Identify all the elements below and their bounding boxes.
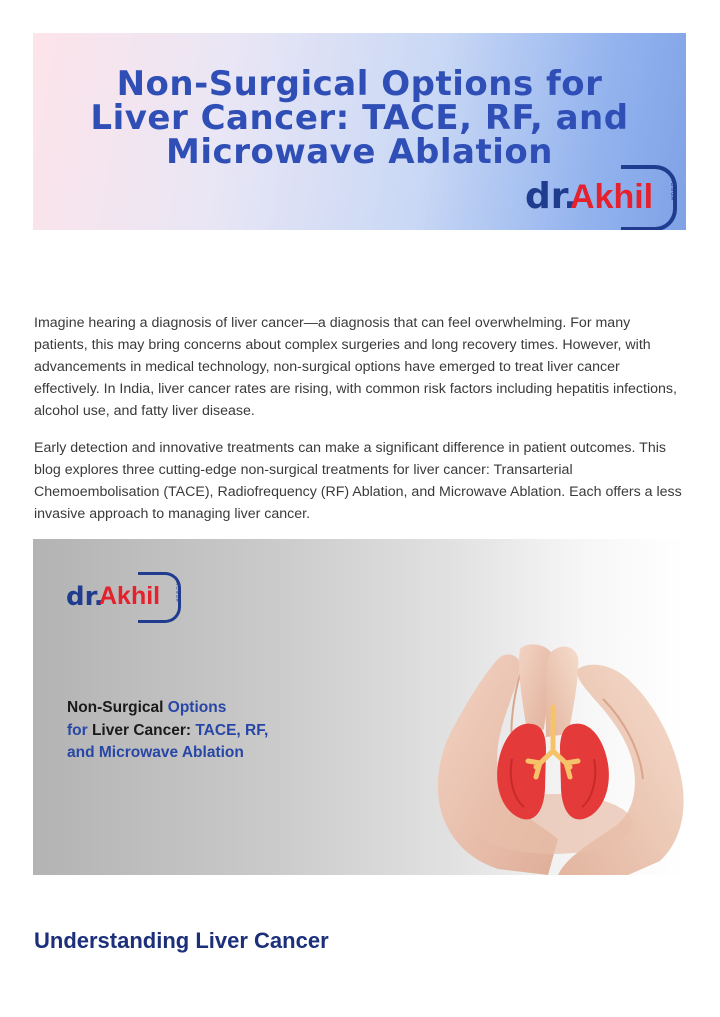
banner-title-line-2 (67, 720, 327, 743)
hero-title-line-2: Liver Cancer: TACE, RF, and (90, 98, 629, 138)
banner-title-highlight: TACE, RF, (195, 721, 269, 739)
hero-title (33, 64, 686, 172)
banner-logo-tag: MONGA (175, 582, 180, 603)
hero-title-line-1: Non-Surgical Options for (116, 64, 603, 104)
banner-logo-name: Akhil (99, 582, 161, 610)
banner-logo-prefix: dr. (66, 582, 104, 612)
article-feature-image (33, 539, 686, 875)
hands-holding-lungs-image (428, 639, 686, 875)
banner-title-line-3: and Microwave Ablation (67, 744, 244, 761)
logo-name: Akhil (570, 178, 654, 216)
banner-title (67, 697, 327, 765)
banner-title-line-1 (67, 697, 327, 720)
hero-logo (525, 165, 685, 229)
banner-title-highlight: for (67, 721, 92, 739)
intro-paragraph-1: Imagine hearing a diagnosis of liver cancer—a diagnosis that can feel overwhelming. For many patients, this may bring concerns about complex surgeries and long recovery times. However, with advancements in medical technology, non-surgical options have emerged to treat liver cancer effectively. In India, liver cancer rates are rising, with common risk factors including hepatitis infections, alcohol use, and fatty liver disease. (34, 315, 677, 419)
logo-tag: MONGA (669, 177, 675, 202)
banner-title-part: Liver Cancer: (91, 721, 196, 739)
intro-paragraph-2: Early detection and innovative treatments can make a significant difference in patient outcomes. This blog explores three cutting-edge non-surgical treatments for liver cancer: Transarterial Chemoembolisation (TACE), Radiofrequency (RF) Ablation, and Microwave Ablation. Each offers a less invasive approach to managing liver cancer. (34, 440, 682, 522)
banner-logo (66, 572, 186, 622)
hero-banner (33, 33, 686, 230)
banner-title-part: Non-Surgical (67, 699, 168, 716)
section-heading: Understanding Liver Cancer (34, 928, 329, 953)
banner-title-highlight: Options (167, 699, 227, 716)
hero-title-line-3: Microwave Ablation (166, 132, 553, 172)
logo-prefix: dr. (525, 176, 578, 217)
